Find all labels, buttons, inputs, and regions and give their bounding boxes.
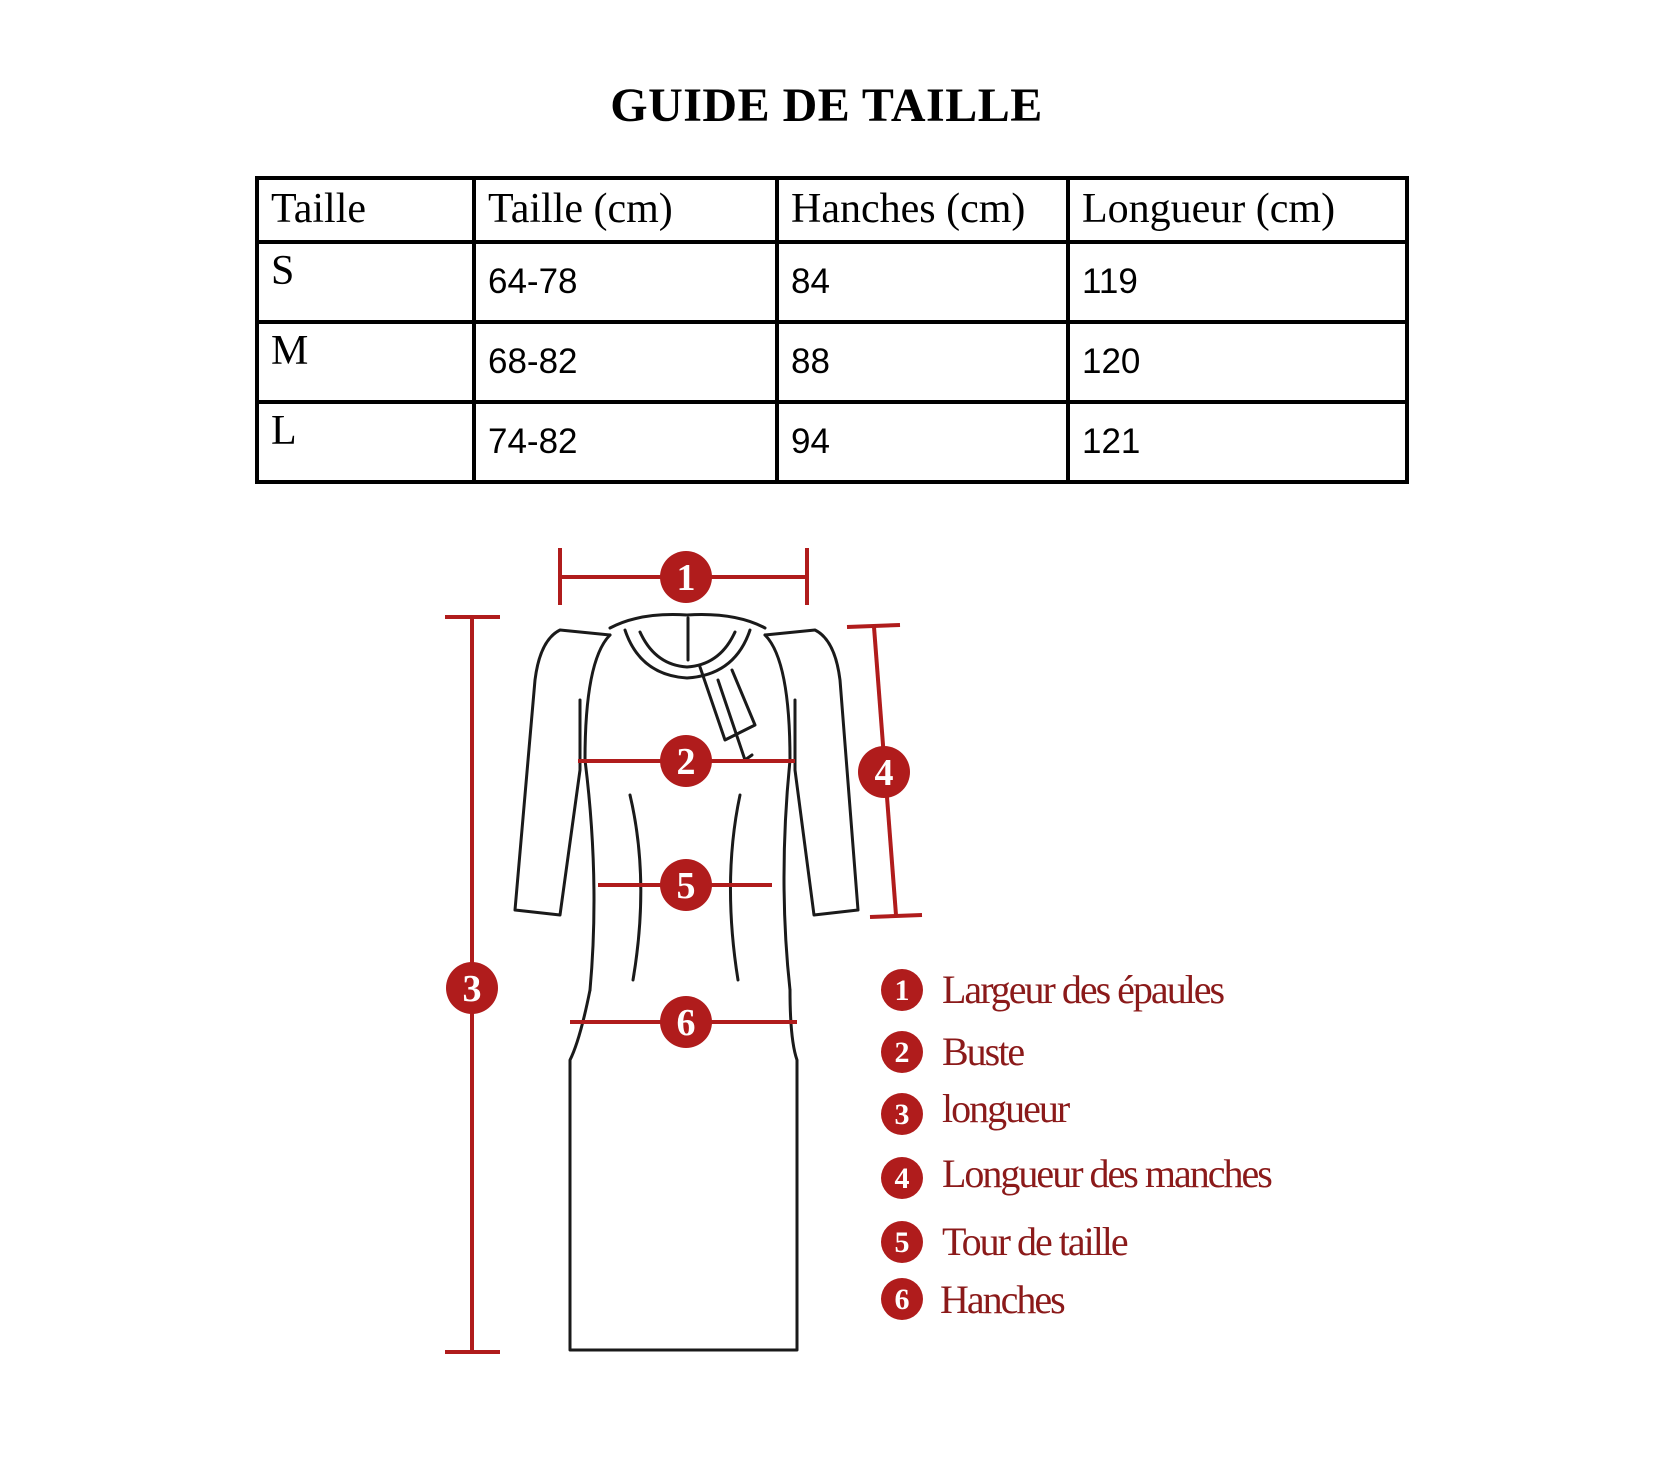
svg-text:1: 1 <box>676 557 696 599</box>
marker-6 <box>660 996 712 1048</box>
svg-text:3: 3 <box>462 968 482 1010</box>
cell-waist: 68-82 <box>474 322 777 402</box>
measurement-legend <box>881 967 1272 1322</box>
cell-length: 120 <box>1068 322 1407 402</box>
marker-3 <box>446 962 498 1014</box>
cell-length: 121 <box>1068 402 1407 482</box>
cell-hips: 88 <box>777 322 1068 402</box>
marker-2 <box>660 735 712 787</box>
svg-text:5: 5 <box>894 1226 910 1259</box>
cell-hips: 84 <box>777 242 1068 322</box>
svg-text:6: 6 <box>676 1002 696 1044</box>
svg-text:2: 2 <box>894 1036 910 1069</box>
cell-waist: 74-82 <box>474 402 777 482</box>
cell-hips: 94 <box>777 402 1068 482</box>
svg-text:6: 6 <box>894 1283 910 1316</box>
header-waist: Taille (cm) <box>474 178 777 242</box>
header-size: Taille <box>257 178 474 242</box>
svg-text:4: 4 <box>874 752 894 794</box>
cell-waist: 64-78 <box>474 242 777 322</box>
svg-text:2: 2 <box>676 741 696 783</box>
svg-text:longueur: longueur <box>942 1086 1069 1131</box>
svg-text:3: 3 <box>894 1098 910 1131</box>
cell-size: L <box>257 402 474 482</box>
svg-text:Tour de taille: Tour de taille <box>942 1219 1127 1264</box>
legend-item <box>881 1277 1065 1322</box>
cell-size: S <box>257 242 474 322</box>
marker-5 <box>660 859 712 911</box>
svg-text:Largeur des épaules: Largeur des épaules <box>942 967 1224 1012</box>
dress-illustration <box>515 615 858 1350</box>
cell-length: 119 <box>1068 242 1407 322</box>
svg-text:Hanches: Hanches <box>940 1277 1064 1322</box>
svg-text:1: 1 <box>894 974 910 1007</box>
header-length: Longueur (cm) <box>1068 178 1407 242</box>
marker-4 <box>858 746 910 798</box>
svg-text:Longueur des manches: Longueur des manches <box>942 1151 1271 1196</box>
legend-item <box>881 1086 1070 1135</box>
measurement-lines <box>445 548 922 1352</box>
svg-text:5: 5 <box>676 865 696 907</box>
cell-size: M <box>257 322 474 402</box>
header-hips: Hanches (cm) <box>777 178 1068 242</box>
legend-item <box>881 1029 1024 1074</box>
marker-1 <box>660 551 712 603</box>
legend-item <box>881 967 1225 1012</box>
svg-text:Buste: Buste <box>942 1029 1024 1074</box>
legend-item <box>881 1219 1128 1264</box>
legend-item <box>881 1151 1272 1199</box>
diagram-markers <box>446 551 910 1048</box>
page-title: GUIDE DE TAILLE <box>610 79 1043 132</box>
svg-text:4: 4 <box>894 1162 910 1195</box>
